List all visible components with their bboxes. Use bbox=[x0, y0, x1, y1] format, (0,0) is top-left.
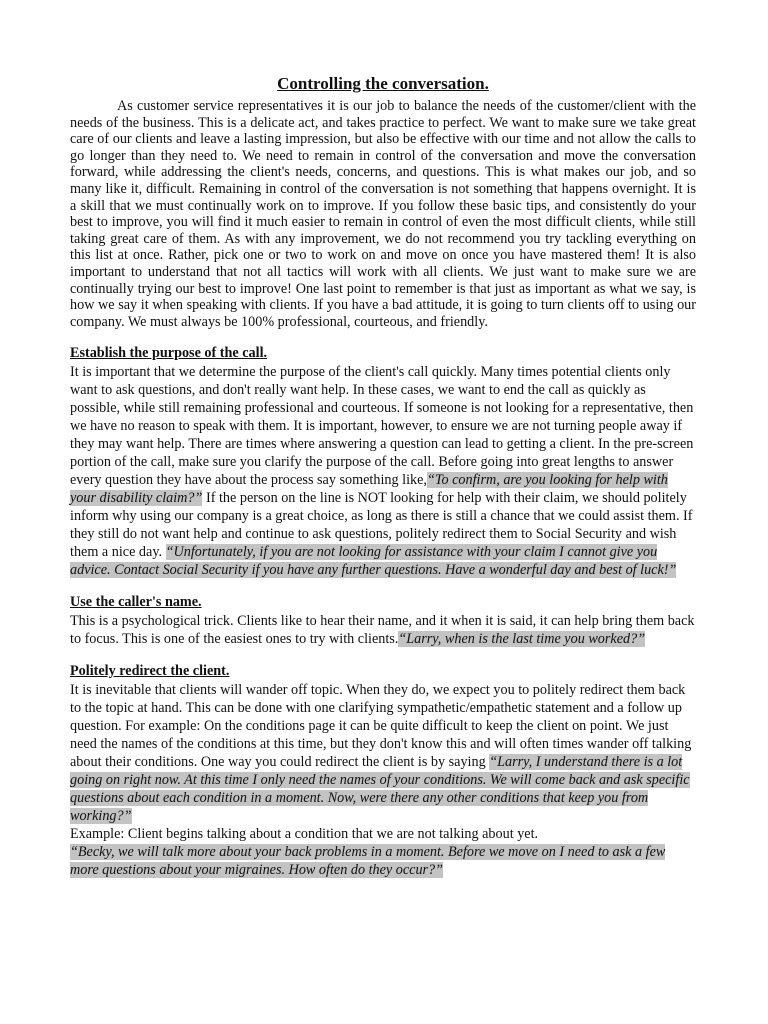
redirect-example-line: Example: Client begins talking about a condition that we are not talking about yet. bbox=[70, 826, 539, 843]
section-body-purpose bbox=[70, 363, 696, 579]
section-redirect bbox=[70, 662, 696, 879]
section-body-redirect-2 bbox=[70, 843, 696, 879]
intro-paragraph: As customer service representatives it is our job to balance the needs of the customer/client with the needs of the business. This is a delicate act, and takes practice to perfect. We want to make sure we take great care of our clients and leave a lasting impression, but also be effective with our time and not allow the calls to go longer than they need to. We need to remain in control of the conversation and move the conversation forward, while addressing the client's needs, concerns, and questions. This is what makes our job, and so many like it, difficult. Remaining in control of the conversation is not something that happens overnight. It is a skill that we must continually work on to improve. If you follow these basic tips, and consistently do your best to improve, you will find it much easier to remain in control of even the most difficult clients, while still taking great care of them. As with any improvement, we do not recommend you try tackling everything on this list at once. Rather, pick one or two to work on and move on once you have mastered them! It is also important to understand that not all tactics will work with all clients. We just want to make sure we are continually trying our best to improve! One last point to remember is that just as important as what we say, is how we say it when speaking with clients. If you have a bad attitude, it is going to turn clients off to using our company. We must always be 100% professional, courteous, and friendly. bbox=[70, 98, 696, 330]
name-quote-1: “Larry, when is the last time you worked?” bbox=[398, 631, 646, 648]
section-name bbox=[70, 593, 696, 648]
document-title: Controlling the conversation. bbox=[277, 74, 489, 93]
section-heading-redirect: Politely redirect the client. bbox=[70, 663, 230, 680]
section-purpose bbox=[70, 344, 696, 579]
purpose-text-2: If the person on the line is NOT looking for help with their claim, we should politely inform why using our company is a great choice, as long as there is still a chance that we could assist them. If they still do not want help and continue to ask questions, politely redirect them to Social Security and wish them a nice day. bbox=[70, 490, 693, 561]
section-body-name bbox=[70, 612, 696, 648]
redirect-text-1: It is inevitable that clients will wander off topic. When they do, we expect you to politely redirect them back to the topic at hand. This can be done with one clarifying sympathetic/empathetic statement and a follow up question. For example: On the conditions page it can be quite difficult to keep the client on point. We just need the names of the conditions at this time, but they don't know this and will often times wander off talking about their conditions. One way you could redirect the client is by saying bbox=[70, 682, 692, 771]
purpose-quote-1: “To confirm, are you looking for help with your disability claim?” bbox=[70, 472, 668, 507]
section-heading-purpose: Establish the purpose of the call. bbox=[70, 345, 268, 362]
redirect-quote-2: “Becky, we will talk more about your back problems in a moment. Before we move on I need to ask a few more questions about your migraines. How often do they occur?” bbox=[70, 844, 666, 879]
purpose-text-1: It is important that we determine the purpose of the client's call quickly. Many times potential clients only want to ask questions, and don't really want help. In these cases, we want to end the call as quickly as possible, while still remaining professional and courteous. If someone is not looking for a representative, then we have no reason to speak with them. It is important, however, to ensure we are not turning people away if they may want help. There are times where answering a question can lead to getting a client. In the pre-screen portion of the call, make sure you clarify the purpose of the call. Before going into great lengths to answer every question they have about the process say something like, bbox=[70, 364, 694, 489]
document-page bbox=[70, 74, 696, 879]
section-body-redirect bbox=[70, 681, 696, 825]
name-text-1: This is a psychological trick. Clients like to hear their name, and it when it is said, it can help bring them back to focus. This is one of the easiest ones to try with clients. bbox=[70, 613, 695, 648]
section-heading-name: Use the caller's name. bbox=[70, 594, 202, 611]
redirect-quote-1: “Larry, I understand there is a lot going on right now. At this time I only need the names of your conditions. We will come back and ask specific questions about each condition in a moment. Now, were there any other conditions that keep you from working?” bbox=[70, 754, 690, 825]
purpose-quote-2: “Unfortunately, if you are not looking for assistance with your claim I cannot give you advice. Contact Social Security if you have any further questions. Have a wonderful day and best of luck!” bbox=[70, 544, 677, 579]
